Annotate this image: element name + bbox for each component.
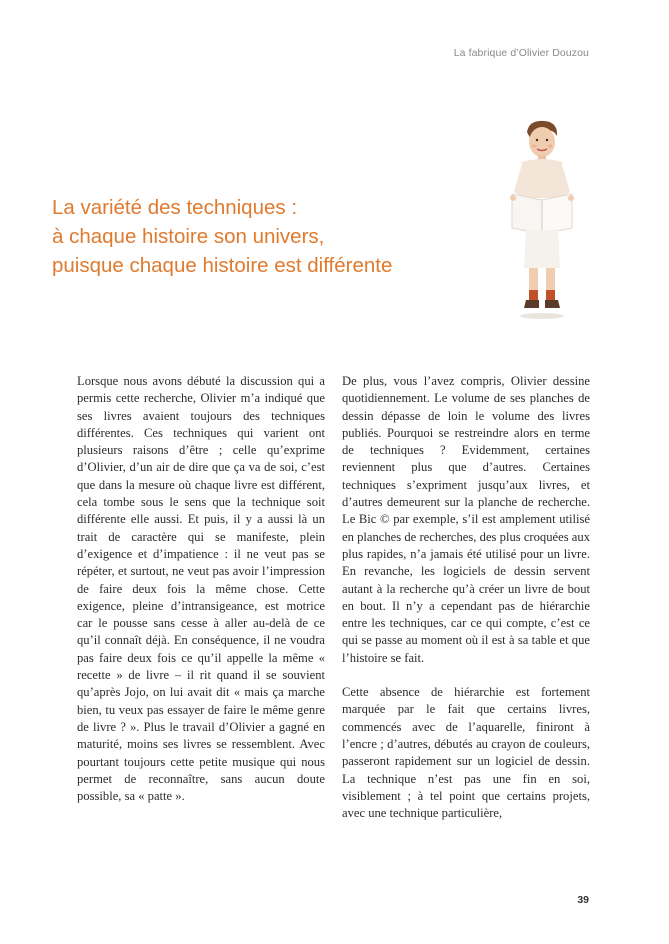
text-column-left [77, 373, 325, 822]
heading-line: à chaque histoire son univers, [52, 225, 325, 248]
running-header: La fabrique d’Olivier Douzou [453, 47, 589, 59]
boy-reading-illustration [494, 118, 590, 322]
section-heading [52, 193, 472, 280]
heading-line: La variété des techniques : [52, 196, 298, 219]
paragraph: Lorsque nous avons débuté la discussion qui a permis cette recherche, Olivier m’a indiqué que ses livres avaient toujours des techniques différentes. Ces techniques qui varient ont plusieurs raisons d’être ; celle qu’exprime d’Olivier, d’un air de dire que ça va de soi, c’est que dans la mesure où chaque livre est différent, cela tombe sous le sens que la technique soit différente elle aussi. Et puis, il y a aussi là un trait de caractère qui se manifeste, plein d’exigence et d’impatience : il ne veut pas se répéter, et surtout, ne veut pas avoir l’impression de faire deux fois la même chose. Cette exigence, pleine d’intransigeance, est motrice car le pousse sans cesse à aller au-delà de ce qu’il connaît déjà. En conséquence, il ne voudra pas faire deux fois ce qu’il appelle la même « recette » de livre – il rit quand il se souvient qu’après Jojo, on lui avait dit « mais ça marche bien, tu veux pas essayer de faire le même genre de livre ? ». Plus le travail d’Olivier a gagné en maturité, moins ses livres se ressemblent. Avec pourtant toujours cette petite musique qui nous permet de reconnaître, sans aucun doute possible, sa « patte ». [77, 374, 325, 804]
heading-line: puisque chaque histoire est différente [52, 254, 393, 277]
paragraph: De plus, vous l’avez compris, Olivier dessine quotidiennement. Le volume de ses planches de dessin dépasse de loin le volume des livres publiés. Pourquoi se restreindre alors en terme de techniques ? Evidemment, certaines reviennent plus que d’autres. Certaines techniques s’expriment jusqu’aux livres, et d’autres demeurent sur la planche de recherche. Le Bic © par exemple, s’il est amplement utilisé en planches de recherches, des plus croquées aux plus rapides, n’a jamais été utilisé pour un livre. En revanche, les logiciels de dessin servent autant à la recherche qu’à créer un livre de bout en bout. Il n’y a cependant pas de hiérarchie entre les techniques, car ce qui compte, c’est ce qui se passe au moment où il est à sa table et que l’histoire se fait. [342, 374, 590, 665]
paragraph: Cette absence de hiérarchie est fortement marquée par le fait que certains livres, commencés avec de l’aquarelle, finiront à l’encre ; d’autres, débutés au crayon de couleurs, passeront rapidement sur un logiciel de dessin. La technique n’est pas une fin en soi, visiblement ; à tel point que certains projets, avec une technique particulière, [342, 685, 590, 821]
text-column-right [342, 373, 590, 839]
page-number: 39 [577, 894, 589, 906]
